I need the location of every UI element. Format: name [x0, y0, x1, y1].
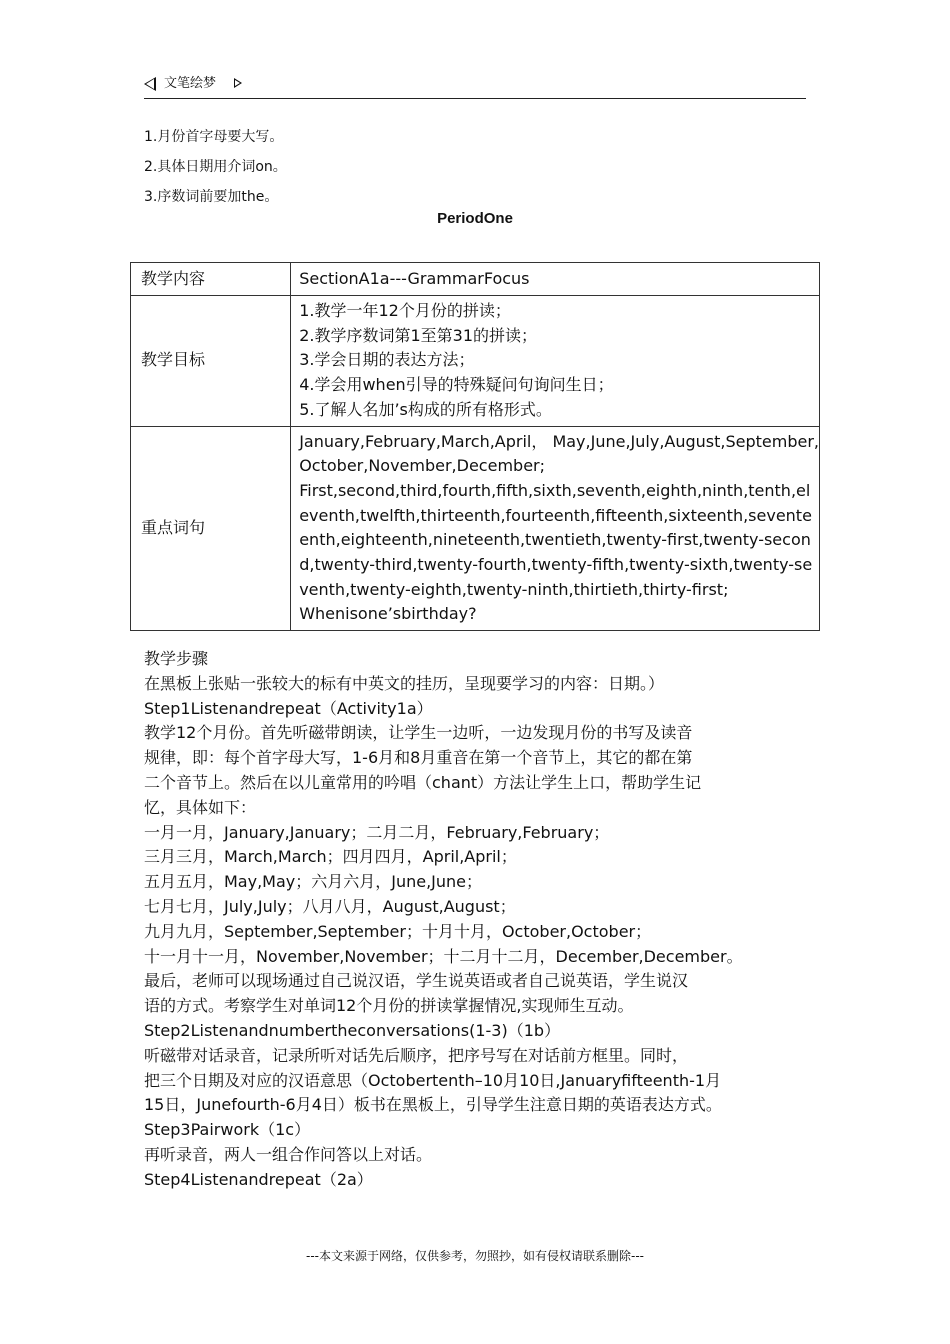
rule-item: 3.序数词前要加the。 — [144, 189, 279, 205]
table-row — [131, 263, 820, 296]
step-line: Step2Listenandnumbertheconversations(1-3)（1b） — [144, 1020, 561, 1040]
content-line: 5.了解人名加’s构成的所有格形式。 — [299, 399, 552, 419]
content-line: 1.教学一年12个月份的拼读； — [299, 301, 511, 320]
triangle-right-icon — [234, 78, 242, 88]
step-line: 二个音节上。然后在以儿童常用的吟唱（chant）方法让学生上口，帮助学生记 — [144, 772, 702, 792]
rule-item: 1.月份首字母要大写。 — [144, 129, 284, 145]
step-line: 教学步骤 — [144, 649, 209, 668]
triangle-left-icon — [144, 77, 156, 91]
content-line: October,November,December; — [299, 456, 545, 476]
rule-item: 2.具体日期用介词on。 — [144, 159, 287, 175]
content-line: SectionA1a---GrammarFocus — [299, 268, 530, 288]
step-line: 语的方式。考察学生对单词12个月份的拼读掌握情况,实现师生互动。 — [144, 996, 634, 1016]
teaching-steps — [144, 647, 820, 1193]
row-content — [291, 263, 820, 296]
row-content — [291, 426, 820, 631]
step-line: 规律，即：每个首字母大写，1-6月和8月重音在第一个音节上，其它的都在第 — [144, 748, 693, 768]
step-line: 最后，老师可以现场通过自己说汉语，学生说英语或者自己说英语，学生说汉 — [144, 971, 689, 991]
step-line: 五月五月，May,May；六月六月，June,June； — [144, 872, 483, 892]
rules-list — [144, 124, 287, 214]
step-line: Step1Listenandrepeat（Activity1a） — [144, 698, 433, 718]
content-line: Whenisone’sbirthday? — [299, 604, 477, 624]
table-row — [131, 296, 820, 427]
content-line: 2.教学序数词第1至第31的拼读； — [299, 325, 538, 345]
step-line: 忆，具体如下： — [144, 797, 257, 817]
page-header — [144, 74, 806, 99]
lesson-plan-table — [130, 262, 820, 631]
table-row — [131, 426, 820, 631]
step-line: 七月七月，July,July；八月八月，August,August； — [144, 896, 516, 916]
step-line: 把三个日期及对应的汉语意思（Octobertenth–10月10日,Januaryfifteenth-1月 — [144, 1070, 722, 1090]
step-line: 再听录音，两人一组合作问答以上对话。 — [144, 1144, 433, 1164]
step-line: 九月九月，September,September；十月十月，October,October； — [144, 921, 652, 941]
step-line: 三月三月，March,March；四月四月，April,April； — [144, 847, 517, 867]
row-content — [291, 296, 820, 427]
step-line: Step4Listenandrepeat（2a） — [144, 1169, 373, 1189]
step-line: 听磁带对话录音，记录所听对话先后顺序，把序号写在对话前方框里。同时， — [144, 1045, 689, 1065]
header-title: 文笔绘梦 — [164, 76, 217, 91]
page-footer: ---本文来源于网络，仅供参考，勿照抄，如有侵权请联系删除--- — [306, 1249, 644, 1263]
step-line: 教学12个月份。首先听磁带朗读，让学生一边听，一边发现月份的书写及读音 — [144, 723, 693, 743]
row-label: 教学内容 — [131, 263, 291, 296]
period-title: PeriodOne — [437, 210, 513, 227]
row-label: 教学目标 — [131, 296, 291, 427]
step-line: 15日，Junefourth-6月4日）板书在黑板上，引导学生注意日期的英语表达方式。 — [144, 1095, 722, 1115]
content-line: January,February,March,April， May,June,July,August,September, — [299, 431, 819, 451]
step-line: Step3Pairwork（1c） — [144, 1120, 311, 1140]
step-line: 十一月十一月，November,November；十二月十二月，December,December。 — [144, 946, 743, 966]
content-line: 3.学会日期的表达方法； — [299, 350, 475, 370]
row-label: 重点词句 — [131, 426, 291, 631]
content-line: 4.学会用when引导的特殊疑问句询问生日； — [299, 375, 614, 395]
step-line: 一月一月，January,January；二月二月，February,February； — [144, 822, 610, 842]
content-line: First,second,third,fourth,fifth,sixth,seventh,eighth,ninth,tenth,eleventh,twelfth,thirteenth,fourteenth,fifteenth,sixteenth,seventeenth,eighteenth,nineteenth,twentieth,twenty-first,twenty-second,twenty-third,twenty-fourth,twenty-fifth,twenty-sixth,twenty-seventh,twenty-eighth,twenty-ninth,thirtieth,thirty-first; — [299, 480, 813, 599]
step-line: 在黑板上张贴一张较大的标有中英文的挂历，呈现要学习的内容：日期。） — [144, 673, 665, 693]
